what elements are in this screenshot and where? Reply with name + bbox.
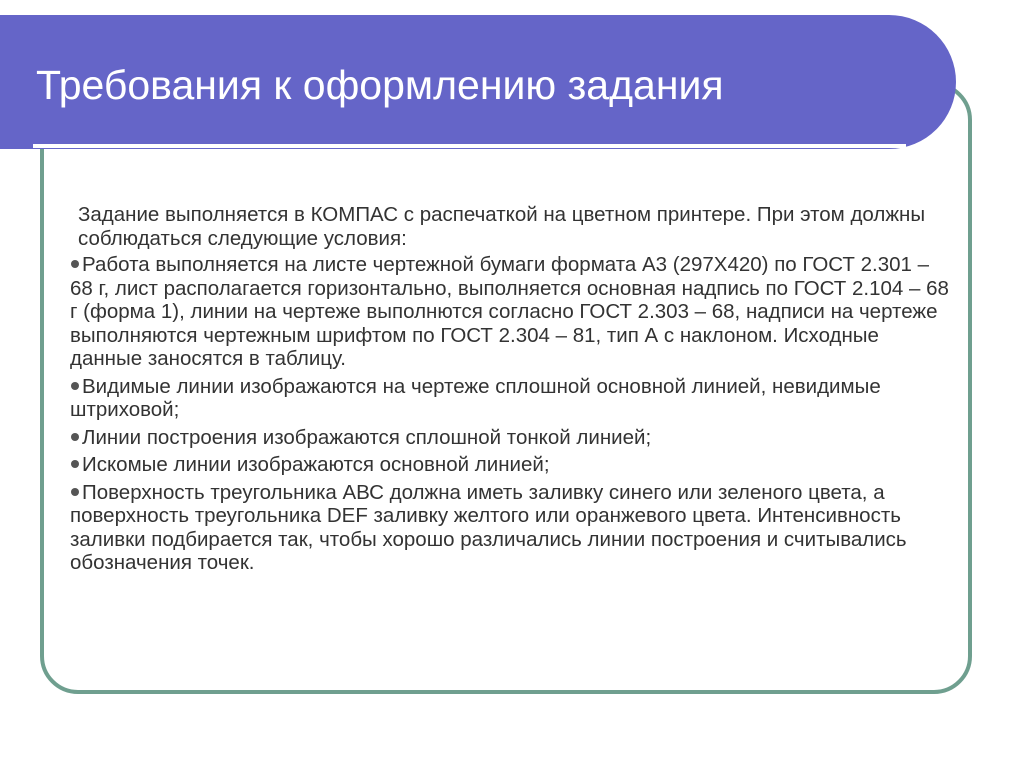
bullet-item <box>70 453 950 477</box>
slide-body <box>70 203 950 579</box>
bullet-dot-icon <box>71 260 79 268</box>
bullet-item <box>70 426 950 450</box>
bullet-text: Линии построения изображаются сплошной тонкой линией; <box>82 425 652 449</box>
bullet-item <box>70 481 950 575</box>
title-underline <box>33 144 906 148</box>
slide-title: Требования к оформлению задания <box>36 62 724 108</box>
bullet-dot-icon <box>71 382 79 390</box>
bullet-dot-icon <box>71 460 79 468</box>
bullet-dot-icon <box>71 488 79 496</box>
bullet-text: Работа выполняется на листе чертежной бумаги формата А3 (297Х420) по ГОСТ 2.301 – 68 г, лист располагается горизонтально, выполняется основная надпись по ГОСТ 2.104 – 68 г (форма 1), линии на чертеже выполнются согласно ГОСТ 2.303 – 68, надписи на чертеже выполняются чертежным шрифтом по ГОСТ 2.304 – 81, тип А с наклоном. Исходные данные заносятся в таблицу. <box>70 253 949 370</box>
bullet-text: Искомые линии изображаются основной линией; <box>82 453 550 476</box>
bullet-text: Видимые линии изображаются на чертеже сплошной основной линией, невидимые штриховой; <box>70 374 881 421</box>
bullet-item <box>70 375 950 422</box>
bullet-dot-icon <box>71 433 79 441</box>
title-bar <box>0 15 956 149</box>
intro-paragraph: Задание выполняется в КОМПАС с распечаткой на цветном принтере. При этом должны соблюдаться следующие условия: <box>78 203 926 250</box>
bullet-text: Поверхность треугольника АВС должна иметь заливку синего или зеленого цвета, а поверхность треугольника DEF заливку желтого или оранжевого цвета. Интенсивность заливки подбирается так, чтобы хорошо различались линии построения и считывались обозначения точек. <box>70 480 907 574</box>
bullet-item <box>70 253 950 371</box>
